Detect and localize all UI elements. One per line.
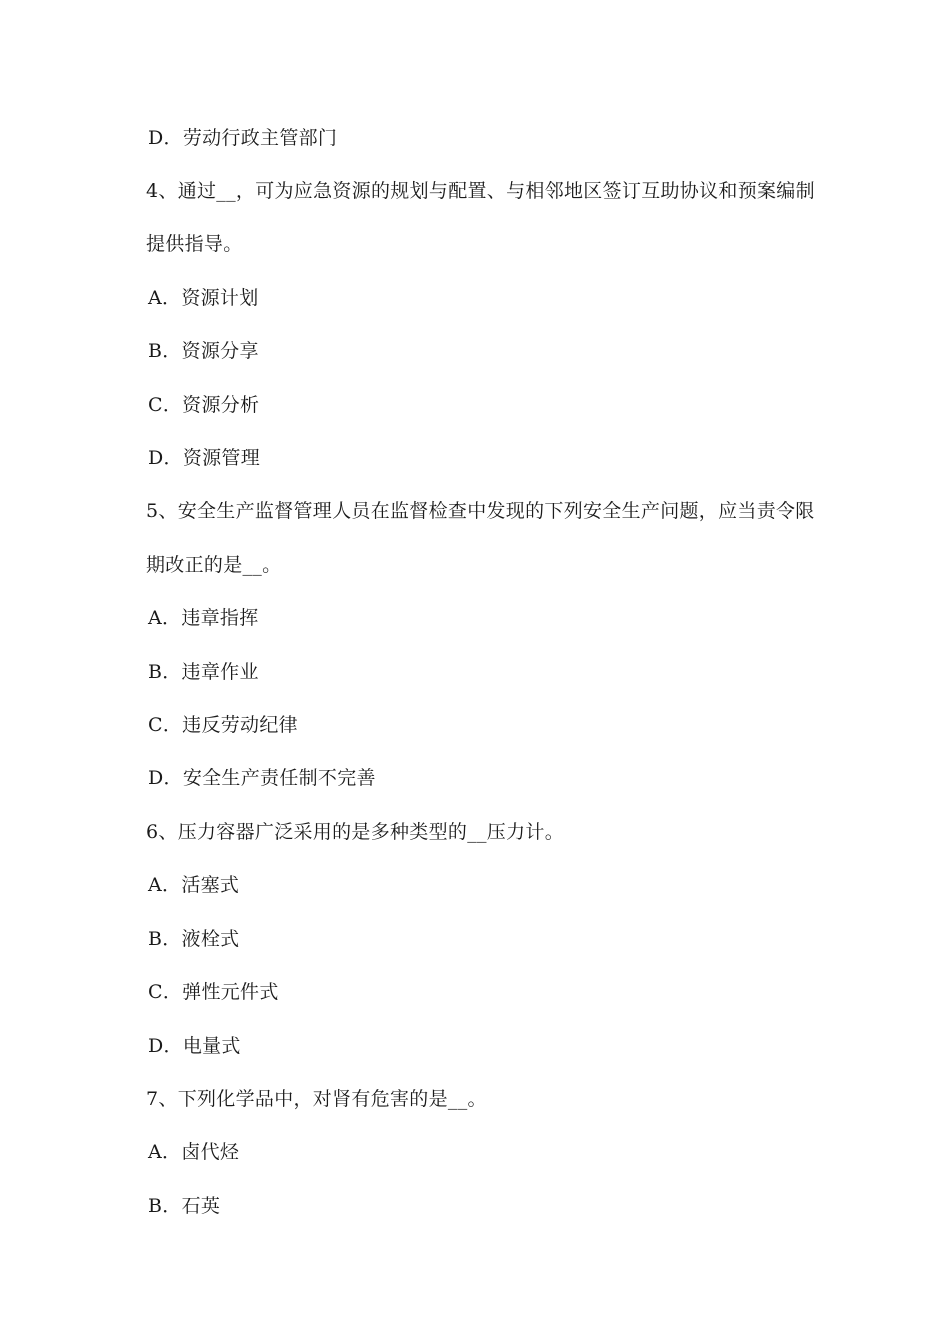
question-4-text-cont: 提供指导。 <box>146 233 243 255</box>
option-d-q6: D．电量式 <box>148 1035 241 1057</box>
option-a-q7: A．卤代烃 <box>148 1141 240 1163</box>
question-5-text-cont: 期改正的是__。 <box>146 554 282 576</box>
question-5-text: 5、安全生产监督管理人员在监督检查中发现的下列安全生产问题，应当责令限 <box>146 500 815 522</box>
option-c-q5: C．违反劳动纪律 <box>148 714 298 736</box>
option-c-q4: C．资源分析 <box>148 394 260 416</box>
option-b-q5: B．违章作业 <box>148 661 259 683</box>
option-b-q4: B．资源分享 <box>148 340 259 362</box>
option-a-q4: A．资源计划 <box>148 287 259 309</box>
option-b-q7: B．石英 <box>148 1195 221 1217</box>
question-7-text: 7、下列化学品中，对肾有危害的是__。 <box>146 1088 487 1110</box>
option-b-q6: B．液栓式 <box>148 928 240 950</box>
option-c-q6: C．弹性元件式 <box>148 981 279 1003</box>
option-a-q5: A．违章指挥 <box>148 607 259 629</box>
option-a-q6: A．活塞式 <box>148 874 240 896</box>
question-6-text: 6、压力容器广泛采用的是多种类型的__压力计。 <box>146 821 564 843</box>
option-d-q3: D．劳动行政主管部门 <box>148 127 338 149</box>
option-d-q5: D．安全生产责任制不完善 <box>148 767 376 789</box>
option-d-q4: D．资源管理 <box>148 447 261 469</box>
question-4-text: 4、通过__，可为应急资源的规划与配置、与相邻地区签订互助协议和预案编制 <box>146 180 815 202</box>
